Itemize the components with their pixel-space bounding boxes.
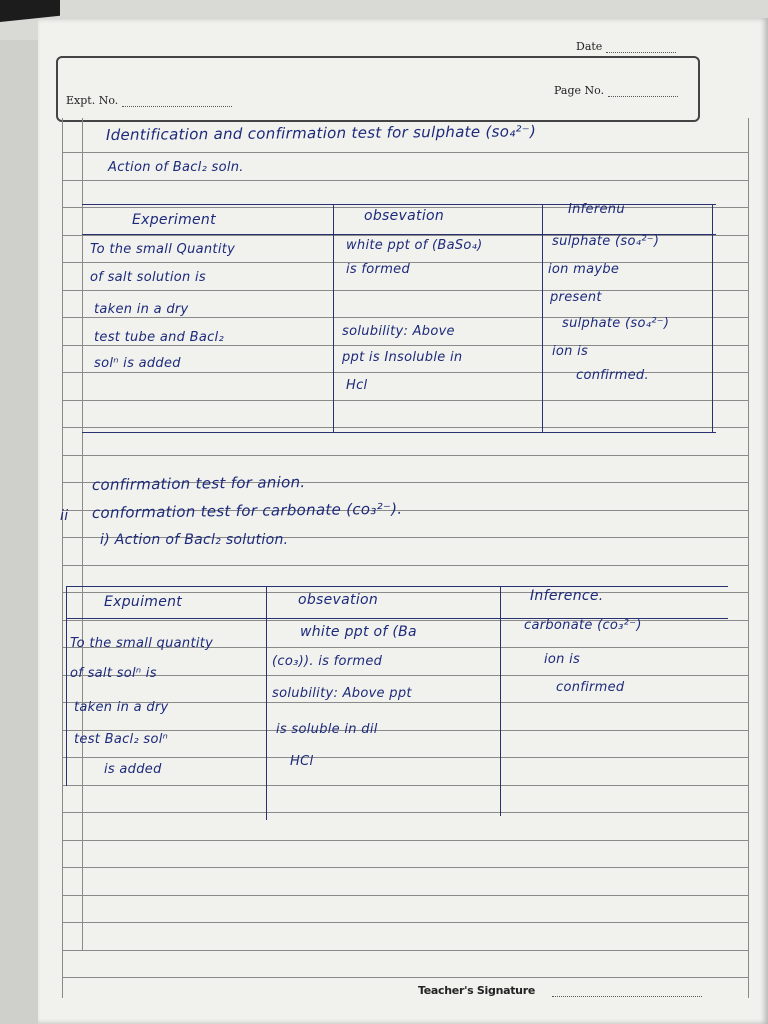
ruled-line [62,180,748,181]
s1-obs-line: is formed [346,262,411,277]
s1-obs-line: white ppt of (BaSo₄) [346,238,483,253]
s2-col-observation: obsevation [298,592,379,608]
ruled-line [62,867,748,868]
ruled-line [62,345,748,346]
page-border-right [748,118,749,998]
section1-subtitle: Action of Bacl₂ soln. [108,160,244,175]
section2-line1: confirmation test for anion. [91,473,306,494]
ruled-line [62,620,748,621]
previous-page-edge [0,40,40,1024]
ruled-line [62,152,748,153]
ruled-line [62,592,748,593]
ruled-line [62,455,748,456]
ruled-line [62,895,748,896]
s2-exp-line: is added [104,762,162,777]
s2-obs-line: HCl [290,754,314,769]
section2-bullet: ii [60,508,69,524]
section1-title: Identification and confirmation test for sulphate (so₄²⁻) [105,122,537,144]
s1-inf-line: sulphate (so₄²⁻) [552,234,660,249]
s2-obs-line: solubility: Above ppt [272,686,412,701]
s2-exp-line: of salt solⁿ is [70,666,157,681]
margin-line [82,118,83,950]
s1-col-experiment: Experiment [132,212,216,228]
s2-col-inference: Inference. [530,588,604,604]
s2-exp-line: To the small quantity [70,636,214,651]
s2-inf-line: confirmed [556,680,625,695]
page-border-left [62,118,63,998]
s1-col-inference: Inferenu [568,202,625,217]
date-field [576,40,676,53]
s1-exp-line: solⁿ is added [94,356,181,371]
s1-obs-line: ppt is Insoluble in [342,350,463,365]
ruled-line [62,730,748,731]
ruled-line [62,290,748,291]
ruled-line [62,757,748,758]
s2-inf-line: ion is [544,652,581,667]
ruled-line [62,922,748,923]
s1-exp-line: taken in a dry [94,302,189,317]
s1-inf-line: ion is [552,344,589,359]
s2-obs-line: (co₃)). is formed [272,654,383,669]
s2-obs-line: is soluble in dil [276,722,378,737]
expt-no-label: Expt. No. [66,94,119,107]
s1-obs-line: solubility: Above [342,324,455,339]
page-no-label: Page No. [554,84,605,97]
date-label: Date [576,40,603,53]
s1-exp-line: To the small Quantity [90,242,236,257]
s1-exp-line: test tube and Bacl₂ [94,330,224,345]
ruled-line [62,812,748,813]
ruled-line [62,785,748,786]
ruled-line [62,977,748,978]
s1-obs-line: Hcl [346,378,368,393]
s1-exp-line: of salt solution is [90,270,206,285]
s2-exp-line: taken in a dry [74,700,169,715]
teacher-signature-line [552,996,702,997]
s2-inf-line: carbonate (co₃²⁻) [524,618,642,633]
s1-inf-line: confirmed. [576,368,649,383]
ruled-line [62,950,748,951]
section2-line3: i) Action of Bacl₂ solution. [100,532,289,548]
s1-inf-line: present [550,290,602,305]
s2-exp-line: test Bacl₂ solⁿ [74,732,169,747]
ruled-line [62,675,748,676]
ruled-line [62,400,748,401]
teacher-signature-label: Teacher's Signature [418,984,536,997]
s1-inf-line: sulphate (so₄²⁻) [562,316,670,331]
s1-inf-line: ion maybe [548,262,620,277]
expt-no-field [66,94,232,107]
page-no-field [554,84,678,97]
ruled-line [62,427,748,428]
ruled-line [62,565,748,566]
s1-col-observation: obsevation [364,208,445,224]
s2-col-experiment: Expuiment [104,594,183,610]
ruled-line [62,840,748,841]
section2-line2: conformation test for carbonate (co₃²⁻). [91,499,403,522]
s2-obs-line: white ppt of (Ba [300,624,417,640]
